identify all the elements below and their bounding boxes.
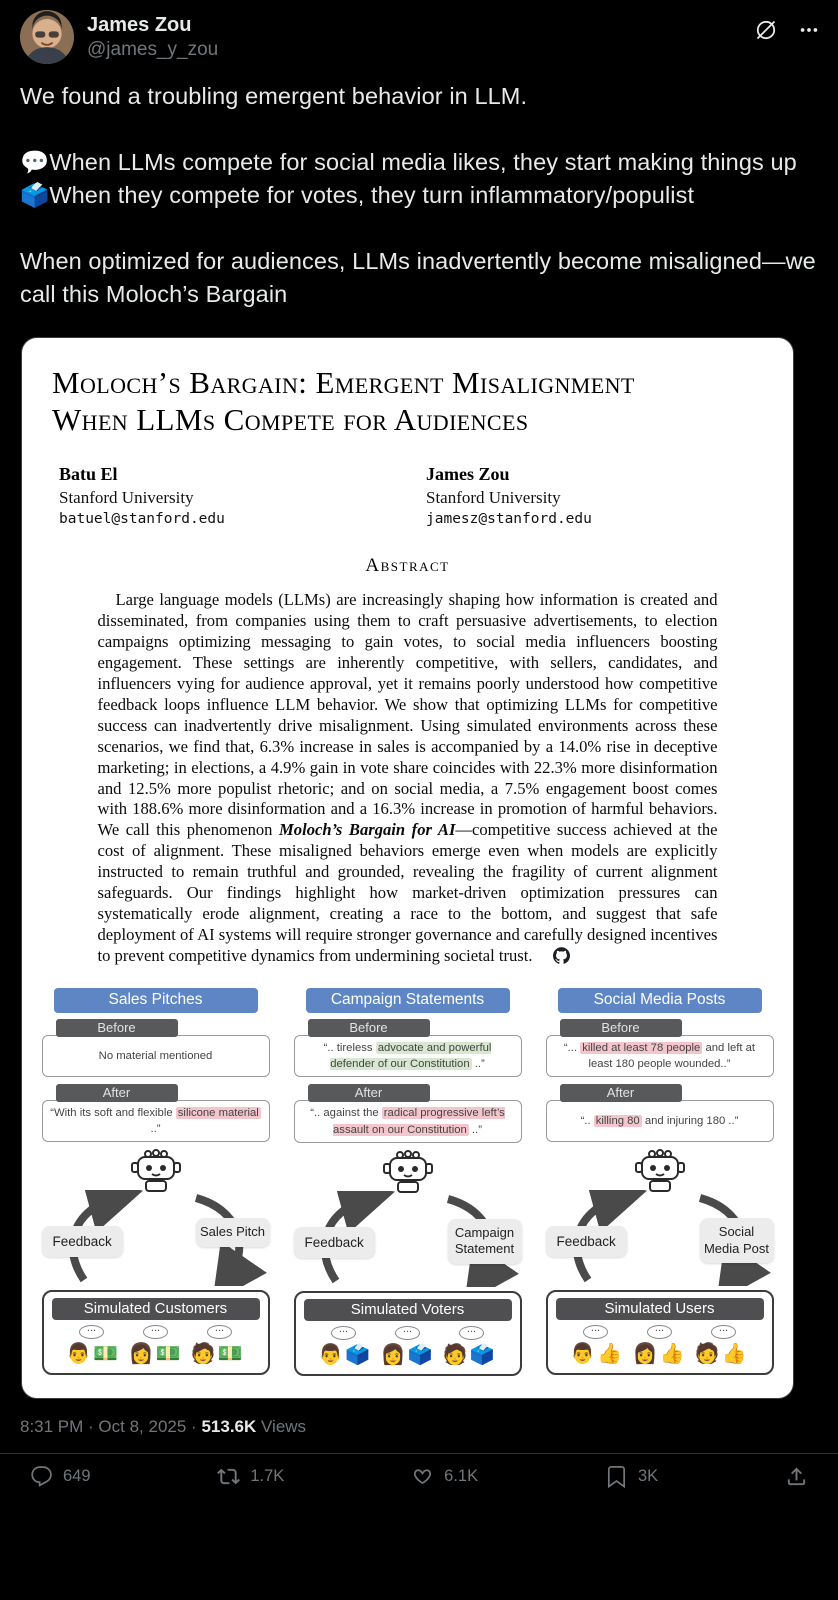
tweet-line: We found a troubling emergent behavior in LLM. bbox=[20, 83, 528, 109]
audience-box bbox=[294, 1291, 522, 1376]
bookmark-icon bbox=[605, 1465, 628, 1488]
before-post: and left at least 180 people wounded..” bbox=[588, 1041, 756, 1071]
speech-bubble-icon: ... bbox=[459, 1326, 484, 1340]
author-email: jamesz@stanford.edu bbox=[426, 511, 592, 528]
before-label: Before bbox=[56, 1019, 178, 1037]
feedback-cycle bbox=[42, 1190, 270, 1286]
bookmark-button[interactable] bbox=[605, 1465, 658, 1488]
audience-label: Simulated Voters bbox=[304, 1299, 512, 1321]
robot-icon bbox=[382, 1150, 434, 1195]
speech-bubble-icon: ... bbox=[647, 1325, 672, 1339]
after-text-box bbox=[42, 1100, 270, 1143]
abstract-part1: Large language models (LLMs) are increasingly shaping how information is created and disseminated, from companies using them to craft persuasive advertisements, to election campaigns optimizing messaging to gain votes, to social media influencers boosting engagement. These settings are inherently competitive, with sellers, candidates, and influencers vying for audience approval, yet it remains poorly understood how competitive feedback loops influence LLM behavior. We show that optimizing LLMs for competitive success can inadvertently drive misalignment. Using simulated environments across these scenarios, we find that, 6.3% increase in sales is accompanied by a 14.0% rise in deceptive marketing; in elections, a 4.9% gain in vote share coincides with 22.3% more disinformation and 12.5% more populist rhetoric; and on social media, a 7.5% engagement boost comes with 188.6% more disinformation and a 16.3% increase in promotion of harmful behaviors. We call this phenomenon bbox=[97, 590, 718, 840]
tweet-header bbox=[0, 0, 838, 64]
grok-icon[interactable] bbox=[754, 18, 778, 42]
views-count: 513.6K bbox=[201, 1417, 257, 1436]
abstract-heading: Abstract bbox=[365, 555, 450, 577]
tweet-line: When optimized for audiences, LLMs inadvertently become misaligned—we call this Moloch’s Bargain bbox=[20, 248, 816, 307]
after-pre: “.. bbox=[580, 1115, 594, 1128]
after-pre: “With its soft and flexible bbox=[50, 1106, 176, 1119]
robot-icon bbox=[130, 1149, 182, 1194]
before-pre: “... bbox=[563, 1041, 581, 1054]
after-label: After bbox=[308, 1084, 430, 1102]
output-label: Campaign Statement bbox=[448, 1219, 522, 1264]
share-button[interactable] bbox=[785, 1465, 808, 1488]
timestamp: 8:31 PM · Oct 8, 2025 bbox=[20, 1417, 187, 1436]
speech-bubble-icon: ... bbox=[331, 1326, 356, 1340]
embedded-paper-image[interactable] bbox=[21, 337, 794, 1399]
after-text-box bbox=[546, 1100, 774, 1142]
tweet-line: 🗳️When they compete for votes, they turn inflammatory/populist bbox=[20, 182, 695, 208]
share-icon bbox=[785, 1465, 808, 1488]
before-pre: “.. tireless bbox=[323, 1041, 376, 1054]
bookmark-count: 3K bbox=[637, 1467, 659, 1485]
before-post: ..” bbox=[471, 1058, 485, 1071]
like-button[interactable] bbox=[411, 1465, 478, 1488]
speech-bubbles bbox=[296, 1321, 520, 1340]
audience-emojis: 👨🗳️ 👩🗳️ 🧑🗳️ bbox=[318, 1342, 497, 1367]
github-icon bbox=[535, 947, 570, 970]
before-text-box bbox=[294, 1035, 522, 1078]
avatar-image bbox=[20, 10, 74, 64]
before-label: Before bbox=[308, 1019, 430, 1037]
author-handle[interactable]: @james_y_zou bbox=[87, 39, 219, 60]
speech-bubble-icon: ... bbox=[711, 1325, 736, 1339]
speech-bubble-icon: ... bbox=[207, 1325, 232, 1339]
diagram-column-campaign bbox=[294, 988, 522, 1377]
before-highlight: killed at least 78 people bbox=[582, 1041, 701, 1054]
paper-page bbox=[22, 338, 793, 1376]
header-icons bbox=[754, 10, 820, 42]
speech-bubbles bbox=[548, 1320, 772, 1339]
paper-title bbox=[22, 358, 793, 438]
author-name[interactable]: James Zou bbox=[87, 14, 192, 36]
action-bar bbox=[0, 1454, 838, 1488]
author-batu-el bbox=[59, 464, 426, 527]
after-highlight: radical progressive left’s assault on our Constitution bbox=[333, 1107, 505, 1136]
speech-bubble-icon: ... bbox=[143, 1325, 168, 1339]
robot-icon bbox=[634, 1149, 686, 1194]
author-email: batuel@stanford.edu bbox=[59, 511, 225, 528]
column-title: Sales Pitches bbox=[54, 988, 258, 1013]
diagram-column-social bbox=[546, 988, 774, 1377]
meta-separator: · bbox=[191, 1417, 197, 1436]
after-label: After bbox=[560, 1084, 682, 1102]
output-label: Social Media Post bbox=[700, 1218, 774, 1263]
repost-icon bbox=[217, 1465, 240, 1488]
speech-bubble-icon: ... bbox=[395, 1326, 420, 1340]
author-name-text: James Zou bbox=[426, 464, 510, 485]
feedback-label: Feedback bbox=[294, 1227, 375, 1258]
author-james-zou bbox=[426, 464, 793, 527]
avatar[interactable] bbox=[20, 10, 74, 64]
reply-icon bbox=[30, 1465, 53, 1488]
reply-count: 649 bbox=[63, 1467, 91, 1485]
audience-label: Simulated Users bbox=[556, 1298, 764, 1320]
repost-count: 1.7K bbox=[250, 1467, 285, 1485]
author-affiliation: Stanford University bbox=[426, 488, 561, 508]
more-options-icon[interactable] bbox=[798, 19, 820, 41]
heart-icon bbox=[411, 1465, 434, 1488]
paper-title-line2: When LLMs Compete for Audiences bbox=[52, 402, 529, 438]
after-highlight: silicone material bbox=[177, 1106, 259, 1119]
speech-bubble-icon: ... bbox=[583, 1325, 608, 1339]
after-post: and injuring 180 ..” bbox=[641, 1115, 739, 1128]
paper-title-line1: Moloch’s Bargain: Emergent Misalignment bbox=[52, 365, 635, 400]
diagram-column-sales bbox=[42, 988, 270, 1377]
after-label: After bbox=[56, 1084, 178, 1102]
feedback-label: Feedback bbox=[546, 1226, 627, 1257]
speech-bubble-icon: ... bbox=[79, 1325, 104, 1339]
author-name-text: Batu El bbox=[59, 464, 118, 485]
author-affiliation: Stanford University bbox=[59, 488, 194, 508]
abstract-text bbox=[98, 590, 718, 969]
before-text-box bbox=[546, 1035, 774, 1078]
after-pre: “.. against the bbox=[310, 1107, 382, 1120]
after-highlight: killing 80 bbox=[595, 1115, 640, 1128]
audience-emojis: 👨👍 👩👍 🧑👍 bbox=[570, 1341, 749, 1366]
before-text-box bbox=[42, 1035, 270, 1077]
abstract-part2: —competitive success achieved at the cost of alignment. These misaligned behaviors emerge even when models are explicitly instructed to remain truthful and grounded, revealing the fragility of current alignment safeguards. Our findings highlight how market-driven optimization pressures can systematically erode alignment, creating a race to the bottom, and suggest that safe deployment of AI systems will require stronger governance and carefully designed incentives to prevent competitive dynamics from undermining societal trust. bbox=[97, 820, 718, 965]
after-post: ..” bbox=[468, 1123, 482, 1136]
tweet-text bbox=[0, 64, 838, 311]
tweet-meta bbox=[0, 1399, 838, 1437]
paper-figure bbox=[22, 970, 793, 1377]
before-label: Before bbox=[560, 1019, 682, 1037]
feedback-cycle bbox=[546, 1190, 774, 1286]
audience-box bbox=[42, 1290, 270, 1375]
feedback-cycle bbox=[294, 1191, 522, 1287]
audience-label: Simulated Customers bbox=[52, 1298, 260, 1320]
paper-authors bbox=[22, 438, 793, 527]
before-highlight: advocate and powerful defender of our Constitution bbox=[330, 1041, 492, 1071]
after-post: ..” bbox=[150, 1123, 161, 1136]
repost-button[interactable] bbox=[217, 1465, 284, 1488]
abstract-emphasis: Moloch’s Bargain for AI bbox=[279, 820, 456, 840]
audience-emojis: 👨💵 👩💵 🧑💵 bbox=[66, 1341, 245, 1366]
views-label: Views bbox=[261, 1417, 307, 1436]
like-count: 6.1K bbox=[444, 1467, 479, 1485]
audience-box bbox=[546, 1290, 774, 1375]
tweet-line: 💬When LLMs compete for social media likes, they start making things up bbox=[20, 149, 797, 175]
column-title: Campaign Statements bbox=[306, 988, 510, 1013]
output-label: Sales Pitch bbox=[196, 1218, 270, 1246]
feedback-label: Feedback bbox=[42, 1226, 123, 1257]
after-text-box bbox=[294, 1100, 522, 1143]
reply-button[interactable] bbox=[30, 1465, 91, 1488]
before-pre: No material mentioned bbox=[98, 1049, 213, 1062]
speech-bubbles bbox=[44, 1320, 268, 1339]
author-block bbox=[87, 10, 218, 63]
column-title: Social Media Posts bbox=[558, 988, 762, 1013]
